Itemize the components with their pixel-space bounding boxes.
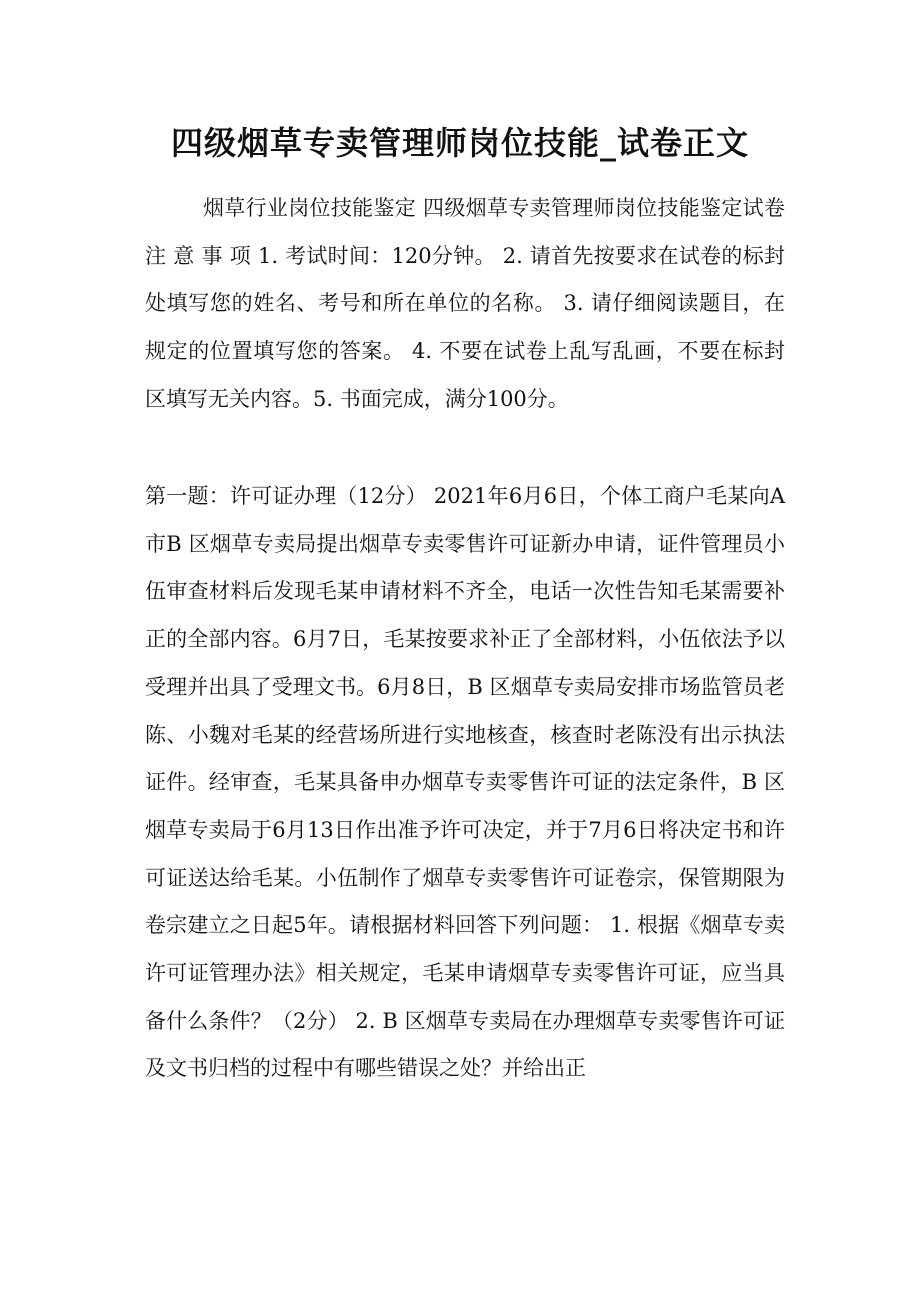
intro-paragraph: 烟草行业岗位技能鉴定 四级烟草专卖管理师岗位技能鉴定试卷 注 意 事 项 1. 考试时间：120分钟。 2. 请首先按要求在试卷的标封处填写您的姓名、考号和所在单位的名称。 3. 请仔细阅读题目，在规定的位置填写您的答案。 4. 不要在试卷上乱写乱画，不要在标封区填写无关内容。5. 书面完成，满分100分。 <box>145 196 785 411</box>
question-1-paragraph: 第一题：许可证办理（12分） 2021年6月6日，个体工商户毛某向A 市B 区烟草专卖局提出烟草专卖零售许可证新办申请，证件管理员小伍审查材料后发现毛某申请材料不齐全，电话一次性告知毛某需要补正的全部内容。6月7日，毛某按要求补正了全部材料，小伍依法予以受理并出具了受理文书。6月8日，B 区烟草专卖局安排市场监管员老陈、小魏对毛某的经营场所进行实地核查，核查时老陈没有出示执法证件。经审查，毛某具备申办烟草专卖零售许可证的法定条件，B 区烟草专卖局于6月13日作出准予许可决定，并于7月6日将决定书和许可证送达给毛某。小伍制作了烟草专卖零售许可证卷宗，保管期限为卷宗建立之日起5年。请根据材料回答下列问题： 1. 根据《烟草专卖许可证管理办法》相关规定，毛某申请烟草专卖零售许可证，应当具备什么条件？（2分） 2. B 区烟草专卖局在办理烟草专卖零售许可证及文书归档的过程中有哪些错误之处？并给出正 <box>145 484 785 1081</box>
document-title: 四级烟草专卖管理师岗位技能_试卷正文 <box>170 124 749 162</box>
